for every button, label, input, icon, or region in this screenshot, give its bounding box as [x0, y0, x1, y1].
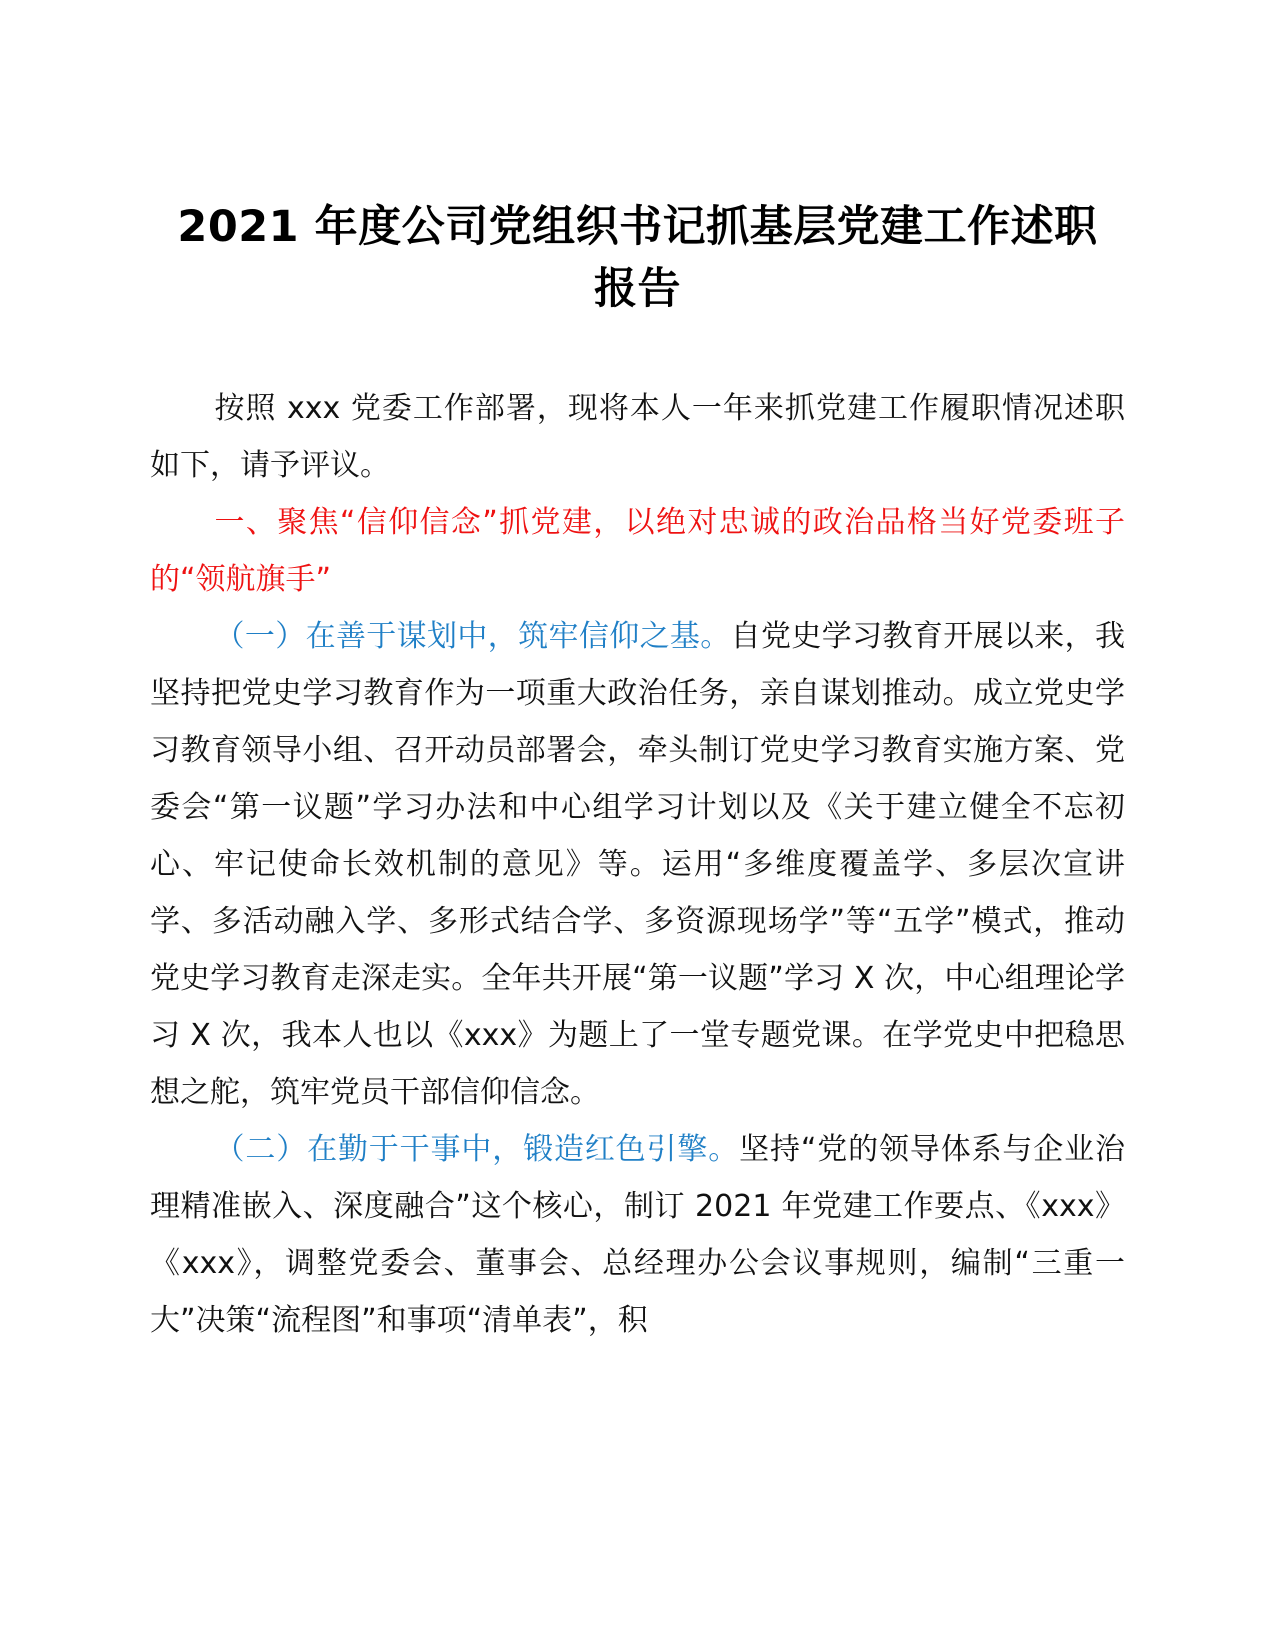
- title-line-2: 报告: [594, 264, 681, 314]
- section-1-heading: 一、聚焦“信仰信念”抓党建，以绝对忠诚的政治品格当好党委班子的“领航旗手”: [150, 505, 1125, 597]
- document-title: [150, 196, 1125, 320]
- subsection-2-paragraph: [150, 1121, 1125, 1349]
- subsection-2-body: 坚持“党的领导体系与企业治理精准嵌入、深度融合”这个核心，制订 2021 年党建工作要点、《xxx》《xxx》，调整党委会、董事会、总经理办公会议事规则，编制“三重一大”决策“流程图”和事项“清单表”，积: [150, 1132, 1126, 1338]
- document-body: [150, 380, 1125, 1349]
- intro-paragraph: 按照 xxx 党委工作部署，现将本人一年来抓党建工作履职情况述职如下，请予评议。: [150, 391, 1125, 483]
- title-line-1: 2021 年度公司党组织书记抓基层党建工作述职: [177, 202, 1098, 252]
- subsection-1-heading: （一）在善于谋划中，筑牢信仰之基。: [214, 619, 731, 654]
- subsection-1-paragraph: [150, 608, 1125, 1121]
- subsection-1-body: 自党史学习教育开展以来，我坚持把党史学习教育作为一项重大政治任务，亲自谋划推动。成立党史学习教育领导小组、召开动员部署会，牵头制订党史学习教育实施方案、党委会“第一议题”学习办法和中心组学习计划以及《关于建立健全不忘初心、牢记使命长效机制的意见》等。运用“多维度覆盖学、多层次宣讲学、多活动融入学、多形式结合学、多资源现场学”等“五学”模式，推动党史学习教育走深走实。全年共开展“第一议题”学习 X 次，中心组理论学习 X 次，我本人也以《xxx》为题上了一堂专题党课。在学党史中把稳思想之舵，筑牢党员干部信仰信念。: [150, 619, 1126, 1110]
- subsection-2-heading: （二）在勤于干事中，锻造红色引擎。: [214, 1132, 740, 1167]
